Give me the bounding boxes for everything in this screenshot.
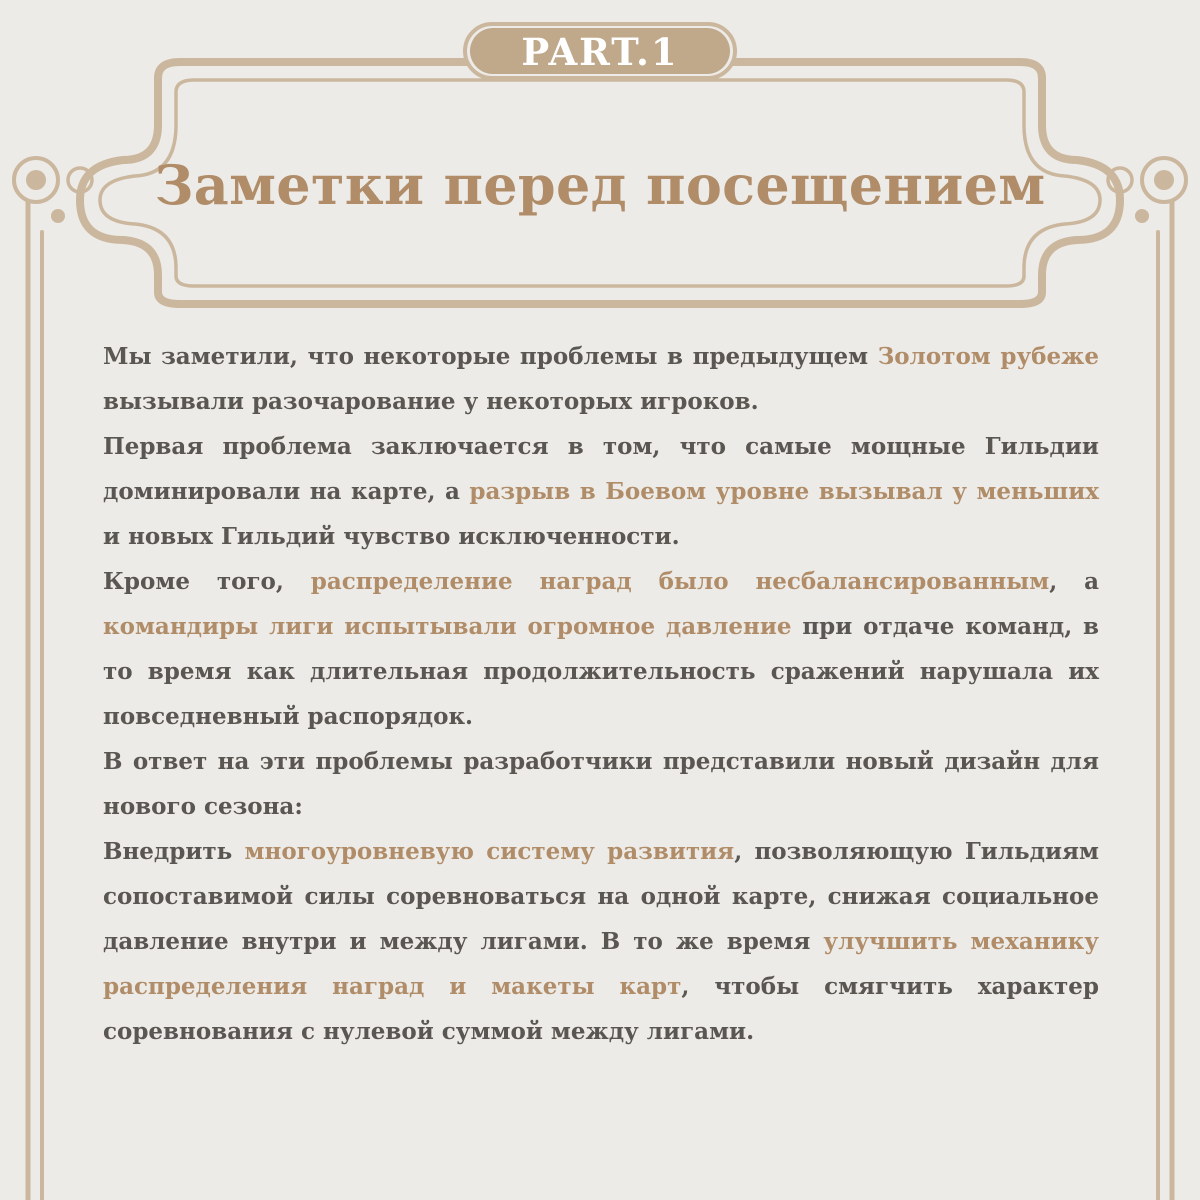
text-run: вызывали разочарование у некоторых игроков.	[103, 388, 759, 415]
text-run: Внедрить	[103, 838, 245, 865]
left-ornament-bead	[51, 209, 65, 223]
paragraph	[103, 739, 1099, 829]
text-run: , чтобы смягчить характер соревнования с нулевой суммой между лигами.	[103, 973, 1099, 1045]
text-run: В ответ на эти проблемы разработчики представили новый дизайн для нового сезона:	[103, 748, 1099, 820]
paragraph	[103, 559, 1099, 739]
part-badge-label: PART.1	[521, 30, 679, 74]
highlight-run: улучшить механику распределения наград и макеты карт	[103, 928, 1099, 1000]
page-title: Заметки перед посещением	[154, 153, 1046, 217]
highlight-run: Золотом рубеже	[877, 343, 1100, 370]
left-ornament-dot	[26, 170, 46, 190]
paragraph	[103, 334, 1099, 424]
paragraph	[103, 829, 1099, 1054]
text-run: при отдаче команд, в то время как длительная продолжительность сражений нарушала их повседневный распорядок.	[103, 613, 1099, 730]
article-body	[103, 334, 1099, 1054]
highlight-run: распределение наград было несбалансированным	[310, 568, 1050, 595]
paragraph	[103, 424, 1099, 559]
text-run: Кроме того,	[103, 568, 311, 595]
text-run: , позволяющую Гильдиям сопоставимой силы соревноваться на одной карте, снижая социальное давление внутри и между лигами. В то же время	[103, 838, 1100, 955]
highlight-run: многоуровневую систему развития	[244, 838, 735, 865]
highlight-run: разрыв в Боевом уровне вызывал у меньших	[469, 478, 1099, 505]
text-run: , а	[1049, 568, 1099, 595]
text-run: Мы заметили, что некоторые проблемы в предыдущем	[103, 343, 878, 370]
text-run: и новых Гильдий чувство исключенности.	[103, 523, 680, 550]
highlight-run: командиры лиги испытывали огромное давление	[103, 613, 792, 640]
right-ornament-bead	[1135, 209, 1149, 223]
text-run: Первая проблема заключается в том, что самые мощные Гильдии доминировали на карте, а	[103, 433, 1099, 505]
right-ornament-dot	[1154, 170, 1174, 190]
